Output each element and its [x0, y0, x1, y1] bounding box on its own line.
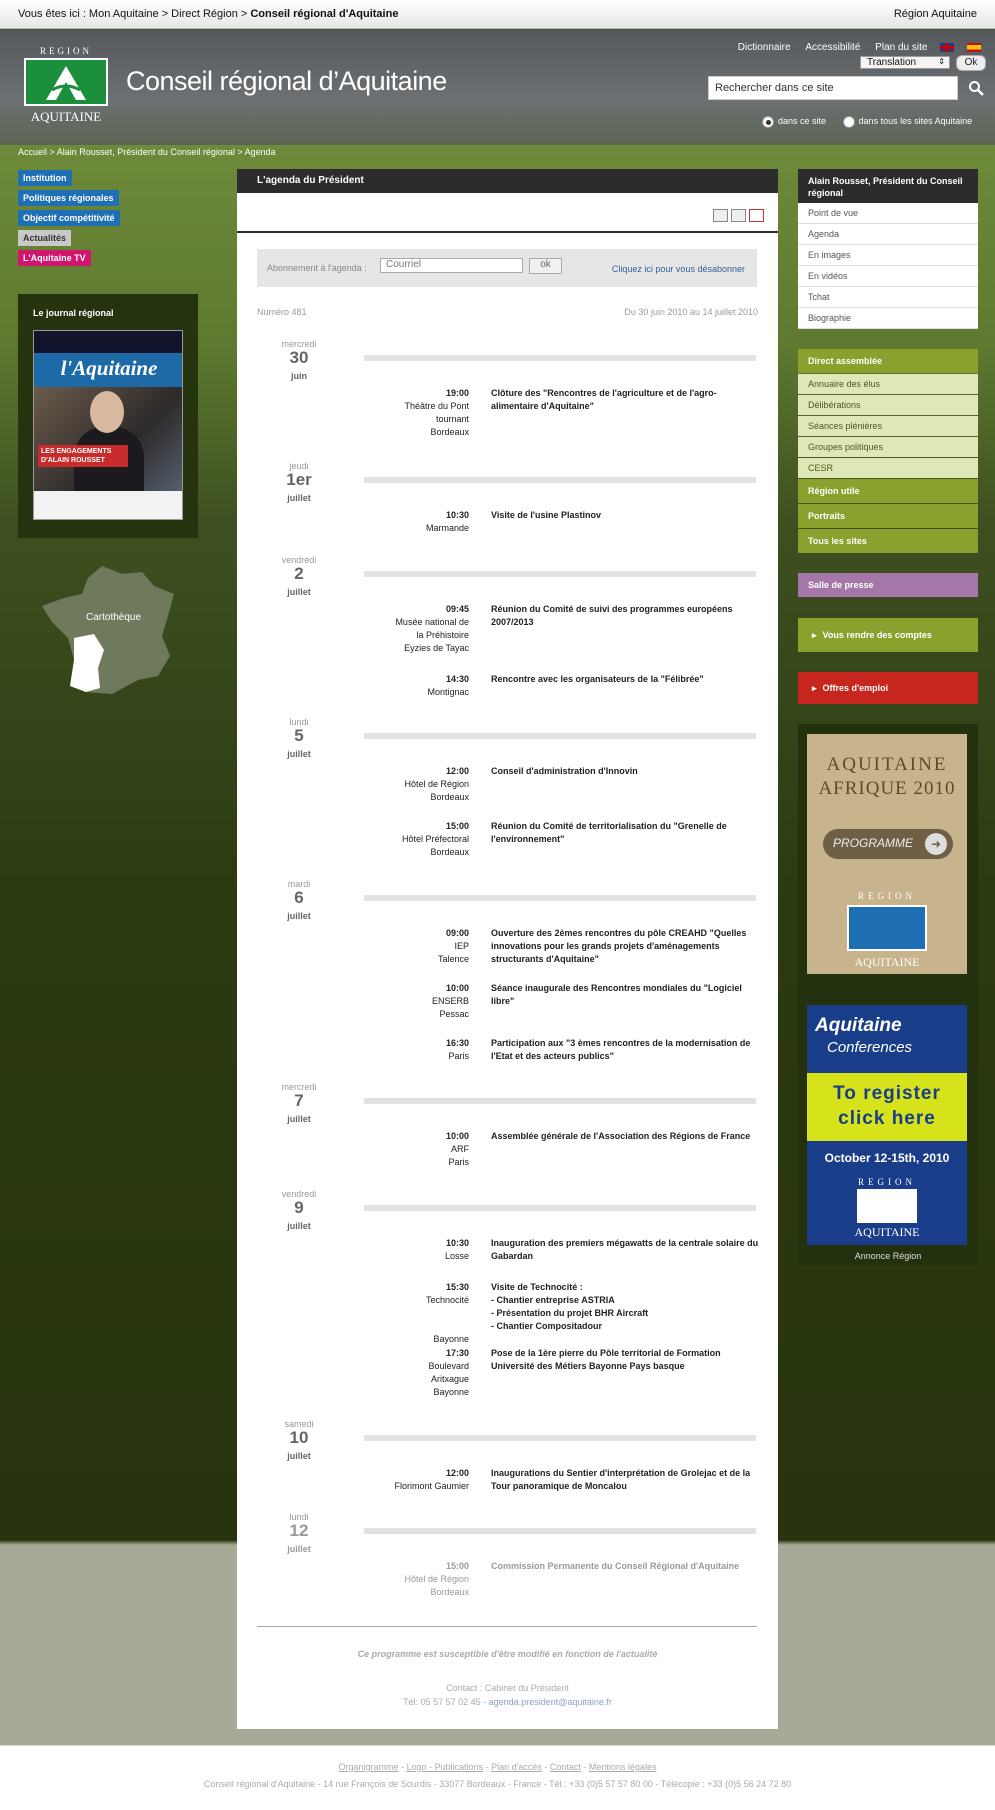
event-time: 16:30 [445, 1038, 469, 1048]
event-place-line: tournant [435, 414, 469, 424]
header-links [726, 42, 981, 53]
conf-register-box[interactable] [807, 1073, 967, 1141]
footer-contact[interactable]: Contact [549, 1762, 581, 1772]
portrait-face [90, 391, 124, 433]
menu-direct-assemblee[interactable]: Direct assemblée [798, 349, 978, 373]
event-place-line: Talence [437, 954, 469, 964]
day-name: mercredi [281, 339, 317, 349]
translation-ok-button[interactable]: Ok [956, 55, 986, 71]
day-divider [364, 571, 756, 577]
day-month: juillet [287, 493, 311, 503]
event-time-place [337, 1281, 469, 1346]
event-title: Rencontre avec les organisateurs de la "Félibrée" [491, 674, 704, 684]
day-month: juillet [287, 1221, 311, 1231]
logo-emblem [24, 58, 108, 106]
salle-de-presse-button[interactable]: Salle de presse [798, 573, 978, 597]
event-time: 09:45 [445, 604, 469, 614]
region-aquitaine-logo[interactable] [24, 46, 108, 124]
left-nav [18, 170, 120, 270]
af-title-1: AQUITAINE [826, 754, 948, 775]
event-place-line: Marmande [425, 523, 469, 533]
day-name: jeudi [289, 461, 309, 471]
cover-bottom [34, 491, 183, 520]
day-number: 1er [286, 470, 312, 489]
day-month: juillet [287, 587, 311, 597]
event-place-line: Montignac [427, 687, 469, 697]
day-divider [364, 1528, 756, 1534]
af-logo-emblem [847, 905, 927, 951]
subscribe-label: Abonnement à l'agenda : [267, 263, 367, 273]
divider [237, 231, 778, 233]
event-time-place [337, 1560, 469, 1599]
event-place-line: Musée national de [395, 617, 469, 627]
menu-deliberations[interactable]: Délibérations [798, 395, 978, 415]
agenda-header: L'agenda du Président [237, 169, 778, 193]
event-time: 15:00 [445, 821, 469, 831]
footer-mentions[interactable]: Mentions légales [588, 1762, 657, 1772]
logo-region-text: REGION [40, 46, 92, 56]
footer-logo-publications[interactable]: Logo - Publications [406, 1762, 484, 1772]
event-place-line: Hôtel Préfectoral [401, 834, 469, 844]
af-title-2: AFRIQUE 2010 [818, 778, 956, 799]
event-time: 12:00 [445, 766, 469, 776]
email-field[interactable]: Courriel [380, 258, 523, 273]
event-time-place [337, 982, 469, 1021]
menu-en-videos[interactable]: En vidéos [798, 266, 978, 287]
day-month: juillet [287, 1451, 311, 1461]
event-place-line: Bayonne [433, 1334, 469, 1344]
day-month: juillet [287, 1114, 311, 1124]
event-place-line: Eyzies de Tayac [404, 643, 469, 653]
day-number: 12 [289, 1521, 309, 1540]
day-number: 5 [294, 726, 304, 745]
contact-phone: Tél: 05 57 57 02 45 - [403, 1697, 489, 1707]
agenda-note: Ce programme est susceptible d'être modifié en fonction de l'actualité [357, 1649, 658, 1659]
event-time-place [337, 765, 469, 804]
menu-agenda[interactable]: Agenda [798, 224, 978, 245]
event-title: Pose de la 1ère pierre du Pôle territorial de Formation Université des Métiers Bayonne Pays basque [491, 1348, 721, 1371]
event-title: Séance inaugurale des Rencontres mondiales du "Logiciel libre" [491, 983, 742, 1006]
event-time-place [337, 387, 469, 439]
day-name: lundi [289, 717, 309, 727]
top-bar [0, 0, 995, 29]
event-title: Clôture des "Rencontres de l'agriculture et de l'agro-alimentaire d'Aquitaine" [491, 388, 717, 411]
day-number: 7 [294, 1091, 304, 1110]
event-place-line: Paris [448, 1051, 469, 1061]
contact-line: Contact : Cabinet du Président [446, 1683, 569, 1693]
site-title: Conseil régional d’Aquitaine [126, 66, 447, 96]
event-place-line: Paris [448, 1157, 469, 1167]
event-place-line: Bordeaux [430, 847, 469, 857]
issue-period: Du 30 juin 2010 au 14 juillet 2010 [624, 307, 758, 317]
event-time: 17:30 [445, 1348, 469, 1358]
conf-region-text: REGION [858, 1177, 916, 1187]
event-place-line: IEP [454, 941, 469, 951]
menu-en-images[interactable]: En images [798, 245, 978, 266]
conf-register-line-1: To register [833, 1083, 941, 1104]
event-time: 15:30 [445, 1282, 469, 1292]
event-place-line: ARF [451, 1144, 469, 1154]
breadcrumb-path[interactable]: Vous êtes ici : Mon Aquitaine > Direct Région > [18, 8, 251, 20]
day-divider [364, 895, 756, 901]
translation-select[interactable] [860, 56, 950, 69]
region-link[interactable]: Région Aquitaine [893, 8, 977, 20]
event-time-place [337, 820, 469, 859]
footer-organigramme[interactable]: Organigramme [338, 1762, 399, 1772]
footer-links: Organigramme - Logo - Publications - Plan d'accès - Contact - Mentions légales [338, 1762, 657, 1772]
cartotheque-label: Cartothèque [86, 612, 142, 623]
conf-register-line-2: click here [838, 1108, 936, 1129]
event-place-line: la Préhistoire [416, 630, 469, 640]
event-time-place [337, 927, 469, 966]
spanish-flag-icon[interactable] [967, 43, 981, 52]
nav-actualites[interactable]: Actualités [18, 230, 71, 246]
day-month: juillet [287, 749, 311, 759]
chevron-down-icon: ⇕ [938, 57, 945, 66]
contact-email-link[interactable]: agenda.president@aquitaine.fr [488, 1697, 612, 1707]
cartotheque-map[interactable] [42, 564, 182, 699]
af-programme-button[interactable] [823, 829, 953, 859]
president-menu-header: Alain Rousset, Président du Conseil régional [798, 169, 978, 203]
agenda-tools [710, 209, 764, 225]
pdf-icon[interactable] [749, 209, 764, 222]
arrow-right-icon: ➜ [925, 833, 947, 855]
event-title: Conseil d'administration d'Innovin [491, 766, 638, 776]
event-place-line: Bordeaux [430, 427, 469, 437]
unsubscribe-link[interactable]: Cliquez ici pour vous désabonner [611, 264, 745, 274]
footer-plan-acces[interactable]: Plan d'accès [491, 1762, 542, 1772]
day-divider [364, 1435, 756, 1441]
cover-photo [34, 387, 183, 491]
menu-point-de-vue[interactable]: Point de vue [798, 203, 978, 224]
event-time-place [337, 1347, 469, 1399]
breadcrumb-current: Conseil régional d'Aquitaine [250, 8, 399, 20]
scope-site-radio[interactable] [762, 116, 774, 128]
day-number: 2 [294, 564, 304, 583]
event-time-place [337, 1237, 469, 1263]
event-time-place [337, 1130, 469, 1169]
green-menu [798, 349, 978, 554]
af-programme-label: PROGRAMME [833, 836, 914, 850]
event-time: 14:30 [445, 674, 469, 684]
day-month: juin [291, 371, 307, 381]
scope-all-label: dans tous les sites Aquitaine [858, 116, 973, 127]
event-time-place [337, 1037, 469, 1063]
conf-aquitaine-text: AQUITAINE [854, 1225, 920, 1239]
day-name: lundi [289, 1512, 309, 1522]
event-time: 12:00 [445, 1468, 469, 1478]
event-time: 15:00 [445, 1561, 469, 1571]
event-place-line: Théâtre du Pont [404, 401, 469, 411]
event-title: Réunion du Comité de suivi des programmes européens 2007/2013 [491, 604, 733, 627]
accessibilite-link[interactable]: Accessibilité [805, 42, 861, 53]
event-time-place [337, 1467, 469, 1493]
event-place-line: Hôtel de Région [404, 1574, 469, 1584]
day-number: 6 [294, 888, 304, 907]
event-place-line [337, 1307, 469, 1320]
conf-date: October 12-15th, 2010 [824, 1151, 950, 1165]
day-divider [364, 477, 756, 483]
event-time: 10:30 [445, 510, 469, 520]
nav-institution[interactable]: Institution [18, 170, 72, 186]
event-title: Réunion du Comité de territorialisation du "Grenelle de l'environnement" [491, 821, 727, 844]
footer-address: Conseil régional d'Aquitaine - 14 rue François de Sourdis - 33077 Bordeaux - France - Tél.: +33 (0)5 57 57 80 00 - Télécopie : +33 (0)5 56 24 72 80 [203, 1779, 792, 1789]
event-time-place [337, 673, 469, 699]
ads-box [798, 724, 978, 1265]
search-input[interactable]: Rechercher dans ce site [708, 76, 958, 100]
book-icon[interactable] [713, 209, 728, 222]
event-title: Inaugurations du Sentier d'interprétation de Grolejac et de la Tour panoramique de Moncalou [491, 1468, 751, 1491]
af-region-text: REGION [858, 891, 916, 901]
aquitaine-afrique-banner[interactable] [807, 734, 967, 974]
event-place-line: Hôtel de Région [404, 779, 469, 789]
day-divider [364, 1098, 756, 1104]
day-number: 10 [289, 1428, 309, 1447]
menu-cesr[interactable]: CESR [798, 458, 978, 478]
you-are-here-breadcrumb [18, 8, 398, 20]
event-title: Visite de Technocité : - Chantier entreprise ASTRIA - Présentation du projet BHR Aircraft - Chantier Compositadour [491, 1282, 649, 1331]
day-divider [364, 733, 756, 739]
rendre-comptes-button[interactable]: ▸ Vous rendre des comptes [798, 618, 978, 652]
event-place-line: Aritxague [430, 1374, 469, 1384]
event-place-line [337, 1320, 469, 1333]
aquitaine-conferences-banner[interactable] [807, 1005, 967, 1245]
conf-title-1: Aquitaine [815, 1015, 902, 1036]
conf-logo-emblem [857, 1189, 917, 1223]
menu-seances[interactable]: Séances plénières [798, 416, 978, 436]
day-name: samedi [284, 1419, 314, 1429]
event-time-place [337, 603, 469, 655]
menu-tous-les-sites[interactable]: Tous les sites [798, 529, 978, 553]
event-place-line: Florimont Gaumier [394, 1481, 469, 1491]
menu-groupes[interactable]: Groupes politiques [798, 437, 978, 457]
nav-objectif[interactable]: Objectif compétitivité [18, 210, 120, 226]
cover-top [34, 331, 183, 353]
journal-title: Le journal régional [33, 308, 114, 318]
day-number: 30 [289, 348, 309, 367]
event-place-line: ENSERB [431, 996, 469, 1006]
event-time: 10:00 [445, 983, 469, 993]
president-menu [798, 203, 978, 329]
journal-cover[interactable] [33, 330, 183, 520]
france-map-icon [42, 564, 182, 699]
event-place-line: Boulevard [428, 1361, 469, 1371]
cover-banner: LES ENGAGEMENTS D'ALAIN ROUSSET [38, 445, 128, 467]
issue-number: Numéro 481 [257, 307, 307, 317]
scope-site-label: dans ce site [778, 116, 827, 127]
event-place-line: Bayonne [433, 1387, 469, 1397]
menu-portraits[interactable]: Portraits [798, 504, 978, 528]
event-title: Participation aux "3 èmes rencontres de la modernisation de l'Etat et des acteurs publics" [491, 1038, 751, 1061]
print-icon[interactable] [731, 209, 746, 222]
menu-annuaire[interactable]: Annuaire des élus [798, 374, 978, 394]
translation-value: Translation [867, 57, 917, 68]
cover-masthead: l'Aquitaine [34, 353, 183, 387]
event-time-place [337, 509, 469, 535]
event-place-line: Technocité [425, 1295, 469, 1305]
breadcrumb[interactable]: Accueil > Alain Rousset, Président du Conseil régional > Agenda [18, 147, 276, 157]
day-name: mercredi [281, 1082, 317, 1092]
search-icon[interactable] [968, 80, 984, 96]
event-time: 09:00 [445, 928, 469, 938]
day-name: vendredi [281, 555, 317, 565]
event-title: Inauguration des premiers mégawatts de la centrale solaire du Gabardan [491, 1238, 759, 1261]
event-title: Ouverture des 2èmes rencontres du pôle CREAHD "Quelles innovations pour les grands projets d'aménagements structurants d'Aquitaine" [491, 928, 747, 964]
menu-region-utile[interactable]: Région utile [798, 479, 978, 503]
day-month: juillet [287, 911, 311, 921]
divider [257, 1626, 757, 1627]
nav-aquitaine-tv[interactable]: L'Aquitaine TV [18, 250, 91, 266]
dictionnaire-link[interactable]: Dictionnaire [737, 42, 791, 53]
search-scope [762, 116, 986, 128]
event-title: Assemblée générale de l'Association des Régions de France [491, 1131, 751, 1141]
event-place-line: Bordeaux [430, 792, 469, 802]
subscribe-box [257, 249, 757, 287]
event-place-line: Pessac [439, 1009, 469, 1019]
english-flag-icon[interactable] [940, 43, 954, 52]
logo-aquitaine-text: AQUITAINE [30, 109, 102, 124]
day-divider [364, 1205, 756, 1211]
scope-all-radio[interactable] [843, 116, 855, 128]
event-time: 10:30 [445, 1238, 469, 1248]
menu-biographie[interactable]: Biographie [798, 308, 978, 329]
event-place-line: Bordeaux [430, 1587, 469, 1597]
plan-du-site-link[interactable]: Plan du site [875, 42, 928, 53]
annonce-label: Annonce Région [854, 1251, 922, 1261]
event-title: Visite de l'usine Plastinov [491, 510, 602, 520]
menu-tchat[interactable]: Tchat [798, 287, 978, 308]
event-title: Commission Permanente du Conseil Régional d'Aquitaine [491, 1561, 740, 1571]
subscribe-ok-button[interactable]: ok [529, 258, 562, 274]
journal-regional-box [18, 294, 198, 538]
day-number: 9 [294, 1198, 304, 1217]
af-aquitaine-text: AQUITAINE [854, 955, 920, 969]
day-name: mardi [287, 879, 311, 889]
event-time: 10:00 [445, 1131, 469, 1141]
main-content [237, 169, 778, 1729]
event-time: 19:00 [445, 388, 469, 398]
event-place-line: Losse [444, 1251, 469, 1261]
day-divider [364, 355, 756, 361]
day-name: vendredi [281, 1189, 317, 1199]
conf-title-2: Conferences [827, 1039, 913, 1056]
offres-emploi-button[interactable]: ▸ Offres d'emploi [798, 672, 978, 704]
nav-politiques[interactable]: Politiques régionales [18, 190, 119, 206]
day-month: juillet [287, 1544, 311, 1554]
agenda-contact [237, 1681, 778, 1709]
site-header [0, 30, 995, 145]
